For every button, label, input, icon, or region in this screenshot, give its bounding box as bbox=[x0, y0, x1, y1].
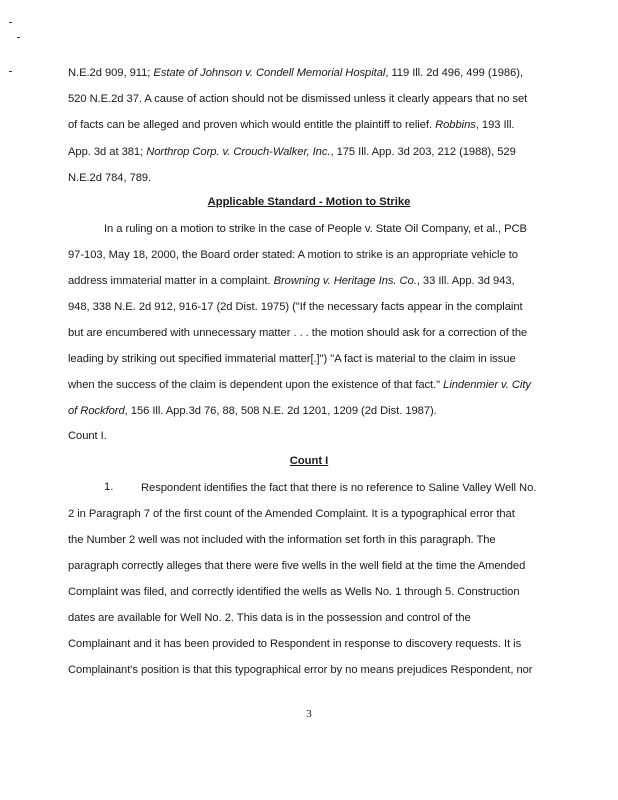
text-run: 97-103, May 18, 2000, the Board order stated: A motion to strike is an appropriate vehicle to bbox=[68, 249, 518, 261]
text-line bbox=[68, 300, 523, 314]
text-line bbox=[68, 248, 518, 262]
text-line bbox=[68, 274, 515, 288]
text-line bbox=[68, 585, 520, 599]
case-citation: Estate of Johnson v. Condell Memorial Hospital bbox=[153, 67, 386, 79]
scan-mark bbox=[9, 22, 12, 23]
text-line bbox=[68, 92, 527, 106]
text-line bbox=[68, 663, 532, 677]
text-run: , 119 Ill. 2d 496, 499 (1986), bbox=[385, 67, 523, 79]
text-line bbox=[68, 429, 107, 443]
text-run: Complainant and it has been provided to Respondent in response to discovery requests. It is bbox=[68, 638, 522, 650]
text-run: N.E.2d 909, 911; bbox=[68, 67, 154, 79]
section-heading: Applicable Standard - Motion to Strike bbox=[207, 196, 411, 208]
text-run: , 156 Ill. App.3d 76, 88, 508 N.E. 2d 1201, 1209 (2d Dist. 1987). bbox=[124, 405, 437, 417]
scan-mark bbox=[9, 71, 12, 72]
text-run: N.E.2d 784, 789. bbox=[68, 172, 152, 184]
text-run: Respondent identifies the fact that there is no reference to Saline Valley Well No. bbox=[141, 482, 537, 494]
text-line bbox=[68, 404, 437, 418]
text-line bbox=[141, 481, 536, 495]
text-line bbox=[68, 611, 471, 625]
text-line bbox=[68, 637, 521, 651]
text-line bbox=[68, 533, 496, 547]
text-line bbox=[68, 559, 525, 573]
case-citation: Robbins bbox=[435, 119, 476, 131]
text-run: address immaterial matter in a complaint. bbox=[68, 275, 274, 287]
text-run: but are encumbered with unnecessary matter . . . the motion should ask for a correction of the bbox=[68, 327, 528, 339]
case-citation: Lindenmier v. City bbox=[443, 379, 531, 391]
text-run: of facts can be alleged and proven which would entitle the plaintiff to relief. bbox=[68, 119, 436, 131]
text-run: 948, 338 N.E. 2d 912, 916-17 (2d Dist. 1975) ("If the necessary facts appear in the complaint bbox=[68, 301, 523, 313]
text-line bbox=[68, 171, 151, 185]
text-line bbox=[68, 145, 516, 159]
text-run: , 193 Ill. bbox=[475, 119, 515, 131]
text-run: paragraph correctly alleges that there were five wells in the well field at the time the Amended bbox=[68, 560, 526, 572]
text-run: leading by striking out specified immaterial matter[.]") "A fact is material to the claim in issue bbox=[68, 353, 516, 365]
text-line bbox=[68, 118, 514, 132]
text-run: dates are available for Well No. 2. This data is in the possession and control of the bbox=[68, 612, 471, 624]
text-run: when the success of the claim is dependent upon the existence of that fact." bbox=[68, 379, 444, 391]
section-heading: Count I bbox=[289, 455, 329, 467]
page-number: 3 bbox=[306, 708, 312, 720]
text-run: 520 N.E.2d 37. A cause of action should not be dismissed unless it clearly appears that no set bbox=[68, 93, 528, 105]
text-run: , 175 Ill. App. 3d 203, 212 (1988), 529 bbox=[330, 146, 516, 158]
text-line bbox=[68, 378, 531, 392]
text-run: App. 3d at 381; bbox=[68, 146, 147, 158]
case-citation: of Rockford bbox=[68, 405, 125, 417]
text-line bbox=[68, 66, 523, 80]
text-run: 2 in Paragraph 7 of the first count of the Amended Complaint. It is a typographical error that bbox=[68, 508, 515, 520]
case-citation: Browning v. Heritage Ins. Co. bbox=[273, 275, 417, 287]
text-run: the Number 2 well was not included with the information set forth in this paragraph. The bbox=[68, 534, 496, 546]
text-run: , 33 Ill. App. 3d 943, bbox=[416, 275, 515, 287]
text-line bbox=[68, 352, 516, 366]
case-citation: Northrop Corp. v. Crouch-Walker, Inc. bbox=[146, 146, 331, 158]
text-line bbox=[104, 222, 527, 236]
text-run: Count I. bbox=[68, 430, 107, 442]
text-run: Complaint was filed, and correctly identified the wells as Wells No. 1 through 5. Construction bbox=[68, 586, 520, 598]
text-line bbox=[68, 326, 527, 340]
text-line bbox=[68, 507, 515, 521]
paragraph-number: 1. bbox=[104, 481, 114, 493]
scan-mark bbox=[17, 37, 20, 38]
text-run: In a ruling on a motion to strike in the case of People v. State Oil Company, et al., PCB bbox=[104, 223, 527, 235]
text-run: Complainant's position is that this typographical error by no means prejudices Respondent, nor bbox=[68, 664, 533, 676]
